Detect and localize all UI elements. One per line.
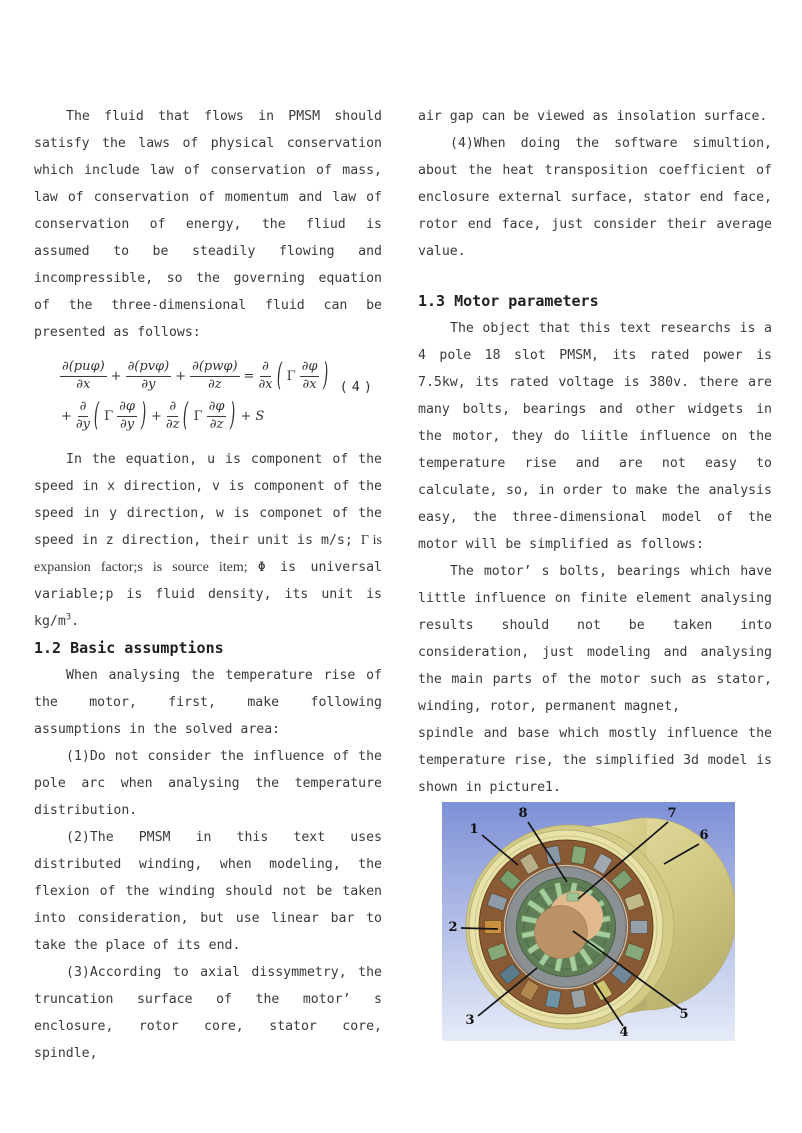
equation-4 [34,348,382,445]
paragraph-equation-terms: In the equation, u is component of the speed in x direction, v is component of the speed in y direction, w is componet of the speed in z direction, their unit is m/s; Γ is expansion factor;s is source item; Φ is universal variable;p is fluid density, its unit is $kg/m^3$. [34,452,382,629]
fraction: $\frac{\partial}{\partial x}$ [258,359,273,393]
figure-label: 1 [469,822,479,837]
paragraph-fluid-conservation: The fluid that flows in PMSM should satisfy the laws of physical conservation which include law of conservation of mass, law of conservation of momentum and law of conservation of energy, the fliud is assumed to be steadily flowing and incompressible, so the governing equation of the three-dimensional fluid can be presented as follows: [34,109,382,340]
winding-slot [485,921,502,934]
superscript-3: 3 [65,612,72,623]
paragraph-assumption-4: (4)When doing the software simultion, about the heat transposition coefficient of enclosure external surface, stator end face, rotor end face, just consider their average value. [418,136,772,259]
paragraph-simplification: The motor’ s bolts, bearings which have little influence on finite element analysing results should not be taken into consideration, just modeling and analysing the main parts of the motor such as stator, winding, rotor, permanent magnet, [418,564,772,714]
fraction: $\frac{\partial}{\partial y}$ [75,399,90,432]
fraction: $\frac{\text{∂(pwφ)}}{\partial z}$ [192,359,238,393]
figure-label: 4 [619,1025,629,1040]
equation-row-1: $\frac{\text{∂(puφ)}}{\partial x}$ + $\frac{\text{∂(pvφ)}}{\partial y}$ + $\frac{\text{∂(pwφ)}}{\partial z}$ = $\frac{\partial}{\partial x}$ ( Γ $\frac{\partial\varphi}{\partial x}$ ) [62,358,329,395]
figure-motor-3d-model [442,802,735,1041]
winding-slot [631,921,648,934]
fraction: $\frac{\partial\varphi}{\partial y}$ [119,399,135,432]
equation-rows [60,348,382,445]
fraction: $\frac{\partial}{\partial z}$ [165,399,180,432]
right-column [418,103,772,1041]
spindle-front [535,906,588,959]
serif-segment: Γ is expansion factor;s is source item; [34,533,382,575]
paragraph-simplification-continued: spindle and base which mostly influence the temperature rise, the simplified 3d model is shown in picture1. [418,726,772,795]
equation-number: (4) [339,379,376,395]
fraction: $\frac{\partial\varphi}{\partial z}$ [208,399,225,432]
label-leader-line [461,928,498,929]
figure-label: 3 [465,1013,475,1028]
fraction: $\frac{\partial\varphi}{\partial x}$ [301,359,318,393]
figure-label: 7 [667,806,677,821]
winding-slot [545,989,561,1008]
winding-slot [571,989,587,1008]
winding-slot [571,846,587,865]
paragraph-assumption-1: (1)Do not consider the influence of the pole arc when analysing the temperature distribution. [34,749,382,818]
fraction: $\frac{\text{∂(pvφ)}}{\partial y}$ [127,359,170,393]
paragraph-assumption-3-continued: air gap can be viewed as insolation surface. [418,109,768,124]
fraction: $\frac{\text{∂(puφ)}}{\partial x}$ [62,359,105,393]
paragraph-motor-parameters: The object that this text researchs is a 4 pole 18 slot PMSM, its rated power is 7.5kw, its rated voltage is 380v. there are many bolts, bearings and other widgets in the motor, they do liitle influence on the temperature rise and are not easy to calculate, so, in order to make the analysis easy, the three-dimensional model of the motor will be simplified as follows: [418,321,772,552]
left-column [34,103,382,1067]
figure-label: 6 [699,828,709,843]
figure-label: 2 [448,920,458,935]
paragraph-assumptions-intro: When analysing the temperature rise of the motor, first, make following assumptions in the solved area: [34,668,382,737]
figure-label: 5 [679,1007,689,1022]
paragraph-assumption-2: (2)The PMSM in this text uses distributed winding, when modeling, the flexion of the winding should not be taken into consideration, but use linear bar to take the place of its end. [34,830,382,953]
equation-row-2: + $\frac{\partial}{\partial y}$ ( Γ $\frac{\partial\varphi}{\partial y}$ ) + $\frac{\partial}{\partial z}$ ( Γ $\frac{\partial\varphi}{\partial z}$ ) + S [61,398,265,435]
motor-svg [442,802,735,1041]
paragraph-assumption-3: (3)According to axial dissymmetry, the truncation surface of the motor’ s enclosure, rotor core, stator core, spindle, [34,965,382,1061]
shaft-key [567,893,579,901]
section-heading-1-2: 1.2 Basic assumptions [34,639,224,657]
figure-label: 8 [518,806,528,821]
section-heading-1-3: 1.3 Motor parameters [418,292,599,310]
